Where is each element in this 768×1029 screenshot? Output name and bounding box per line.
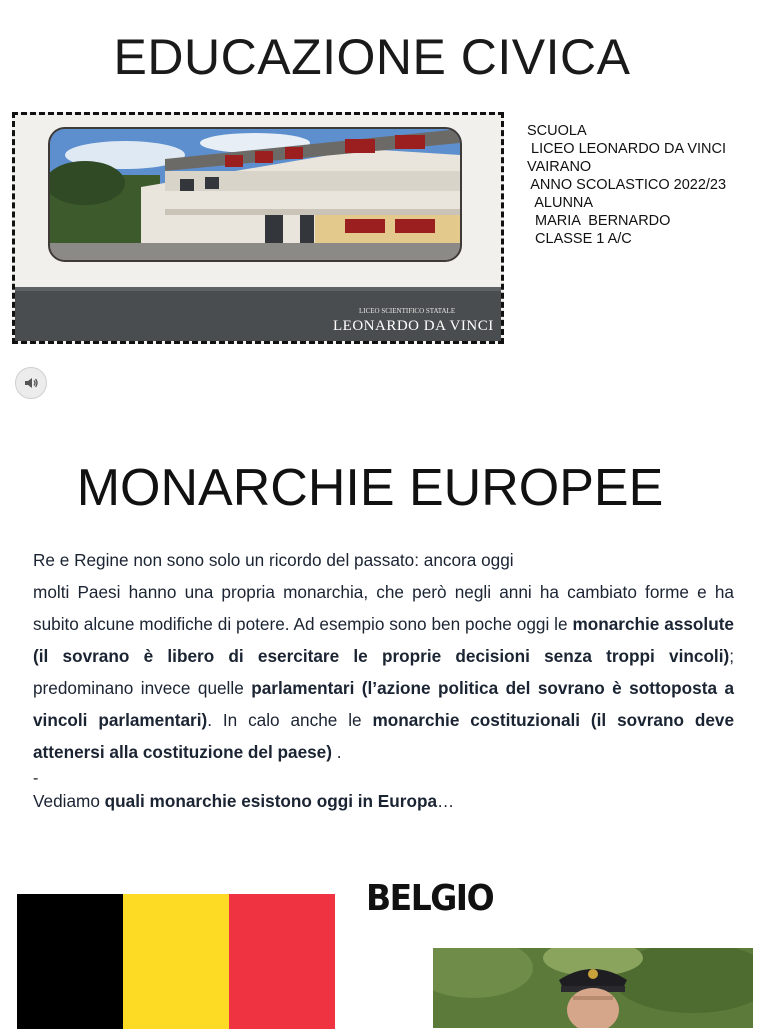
belgium-flag	[17, 894, 335, 1029]
speaker-icon	[23, 375, 39, 391]
info-line: MARIA BERNARDO	[527, 213, 671, 229]
flag-stripe-red	[229, 894, 335, 1029]
photo-caption-small: LICEO SCIENTIFICO STATALE	[359, 307, 456, 315]
king-photo	[433, 948, 753, 1028]
text-run: …	[437, 791, 455, 811]
info-line: ANNO SCOLASTICO 2022/23	[527, 177, 727, 193]
school-info	[527, 122, 762, 248]
page-title: EDUCAZIONE CIVICA	[113, 29, 631, 85]
text-run: molti Paesi hanno una propria monarchia, che però negli anni ha cambiato forme e ha subito alcune modifiche di potere. Ad esempio sono ben poche oggi le	[33, 582, 734, 634]
dash-marker: -	[33, 770, 39, 787]
bold-run: quali monarchie esistono oggi in Europa	[104, 791, 437, 811]
intro-line-1: Re e Regine non sono solo un ricordo del passato: ancora oggi	[33, 550, 514, 570]
country-title: BELGIO	[366, 876, 494, 919]
info-line: SCUOLA	[527, 123, 587, 139]
info-line: VAIRANO	[527, 159, 592, 175]
text-run: . In calo anche le	[207, 710, 373, 730]
closing-line	[33, 787, 454, 815]
flag-stripe-yellow	[123, 894, 229, 1029]
text-run: .	[331, 742, 342, 762]
flag-stripe-black	[17, 894, 123, 1029]
info-line: CLASSE 1 A/C	[527, 231, 632, 247]
bold-run: parlamentari (l’azione politica del sovrano è sottoposta a vincoli parlamentari)	[33, 678, 735, 730]
text-run: ; predominano invece quelle	[33, 646, 734, 698]
section-title: MONARCHIE EUROPEE	[76, 459, 664, 517]
info-line: LICEO LEONARDO DA VINCI	[527, 141, 727, 157]
school-photo	[12, 112, 504, 344]
intro-text	[33, 544, 734, 768]
intro-paragraph	[33, 576, 734, 768]
info-line: ALUNNA	[527, 195, 594, 211]
bold-run: monarchie costituzionali (il sovrano deve attenersi alla costituzione del paese)	[33, 710, 734, 762]
bold-run: monarchie assolute (il sovrano è libero di esercitare le proprie decisioni senza troppi vincoli)	[33, 614, 734, 666]
photo-caption-large: LEONARDO DA VINCI	[333, 318, 494, 334]
text-run: Vediamo	[33, 791, 105, 811]
audio-button[interactable]	[15, 367, 47, 399]
